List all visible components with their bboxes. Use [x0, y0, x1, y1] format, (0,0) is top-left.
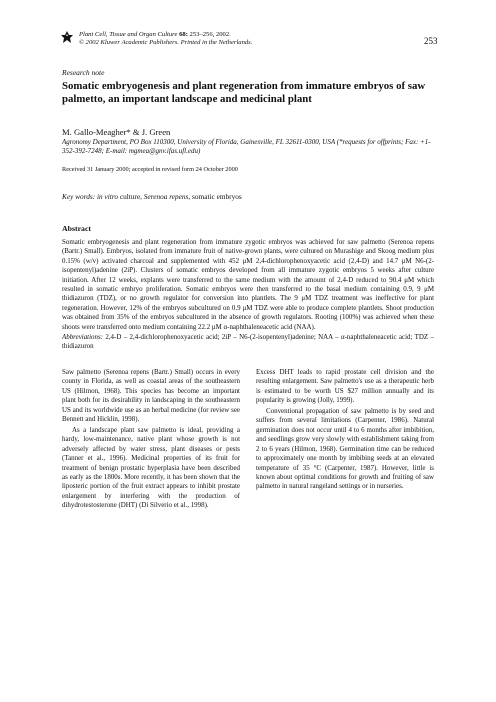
keyword-somatic: , somatic embryos: [188, 192, 242, 201]
article-title: Somatic embryogenesis and plant regeneration from immature embryos of saw palmetto, an important landscape and medicinal plant: [62, 80, 426, 105]
keyword-serenoa: Serenoa repens: [143, 192, 189, 201]
abbreviations-text: 2,4-D – 2,4-dichlorophenoxyacetic acid; 2iP – N6-(2-isopentenyl)adenine; NAA – α-naphthaleneacetic acid; TDZ – thidiazuron: [62, 333, 434, 351]
keyword-culture: culture,: [118, 192, 144, 201]
paragraph: Saw palmetto (Serenoa repens (Bartr.) Small) occurs in every county in Florida, as well as coastal areas of the southeastern US (Hilmon, 1968). This species has become an important plant both for its desirability in landscaping in the southeastern US and its worldwide use as an herbal medicine (for review see Bennett and Hicklin, 1998).: [62, 368, 240, 424]
keywords: [62, 192, 242, 201]
received-dates: Received 31 January 2000; accepted in revised form 24 October 2000: [62, 166, 238, 173]
page-number: 253: [424, 36, 438, 46]
paragraph: As a landscape plant saw palmetto is ideal, providing a hardy, low-maintenance, native plant whose growth is not adversely affected by water stress, plant diseases or pests (Tanner et al., 1996). Medicinal properties of its fruit for treatment of benign prostatic hyperplasia have been described as early as the 1800s. More recently, it has been shown that the liposteric portion of the fruit extract appears to inhibit prostate enlargement by interfering with the production of dihydrotestosterone (DHT) (Di Silverio et al., 1998).: [62, 425, 240, 510]
journal-name: Plant Cell, Tissue and Organ Culture: [79, 31, 178, 38]
article-authors: M. Gallo-Meagher* & J. Green: [62, 127, 171, 137]
abstract-text: Somatic embryogenesis and plant regeneration from immature zygotic embryos was achieved for saw palmetto (Serenoa repens (Bartr.) Small). Embryos, isolated from immature fruit of native-grown plants, were cultured on Murashige and Skoog medium plus 0.15% (w/v) activated charcoal and supplemented with 452 μM 2,4-dichlorophenoxyacetic acid (2,4-D) and 14.7 μM N6-(2-isopentenyl)adenine (2iP). Clusters of somatic embryos developed from all immature zygotic embryos 5 weeks after culture initiation. After 12 weeks, explants were transferred to the same medium with the amount of 2,4-D reduced to 90.4 μM which resulted in somatic embryo proliferation. Somatic embryos were then transferred to the basal medium containing 0.9, 9 μM thidiazuron (TDZ), or no growth regulator for conversion into plantlets. The 9 μM TDZ treatment was ineffective for plant regeneration. However, 12% of the embryos subcultured on 0.9 μM TDZ were able to produce complete plantlets. Shoot production was obtained from 35% of the embryos subcultured in the absence of growth regulators. Rooting (100%) was achieved when these shoots were transferred onto medium containing 22.2 μM α-naphthaleneacetic acid (NAA).: [62, 238, 434, 331]
keywords-label: Key words:: [62, 192, 96, 201]
paragraph: Excess DHT leads to rapid prostate cell division and the resulting enlargement. Saw palmetto's use as a therapeutic herb is estimated to be worth US $27 million annually and its popularity is growing (Jolly, 1999).: [256, 368, 434, 405]
journal-header: [79, 31, 459, 47]
article-type: Research note: [62, 68, 105, 77]
publisher-logo-icon: [60, 30, 74, 44]
journal-pages: 253–256, 2002.: [189, 31, 231, 38]
keyword-in-vitro: in vitro: [97, 192, 119, 201]
body-column-left: [62, 368, 240, 511]
author-affiliation: Agronomy Department, PO Box 110300, University of Florida, Gainesville, FL 32611-0300, USA (*requests for offprints; Fax: +1-352-392-7248; E-mail: mgmea@gnv.ifas.ufl.edu): [62, 138, 431, 155]
journal-copyright: © 2002 Kluwer Academic Publishers. Printed in the Netherlands.: [79, 39, 253, 47]
paragraph: Conventional propagation of saw palmetto is by seed and suffers from several limitations (Carpenter, 1986). Natural germination does not occur until 4 to 6 months after imbibition, and seedlings grow very slowly with establishment taking from 2 to 6 years (Hilmon, 1968). Germination time can be reduced to approximately one month by imbibing seeds at an elevated temperature of 35 °C (Carpenter, 1987). However, little is known about optimal conditions for growth and fruiting of saw palmetto in natural rangeland settings or in nurseries.: [256, 406, 434, 491]
body-column-right: [256, 368, 434, 492]
abbreviations: [62, 333, 434, 352]
abbreviations-label: Abbreviations:: [62, 333, 103, 341]
journal-volume: 68:: [179, 31, 188, 38]
abstract-heading: Abstract: [62, 224, 92, 233]
